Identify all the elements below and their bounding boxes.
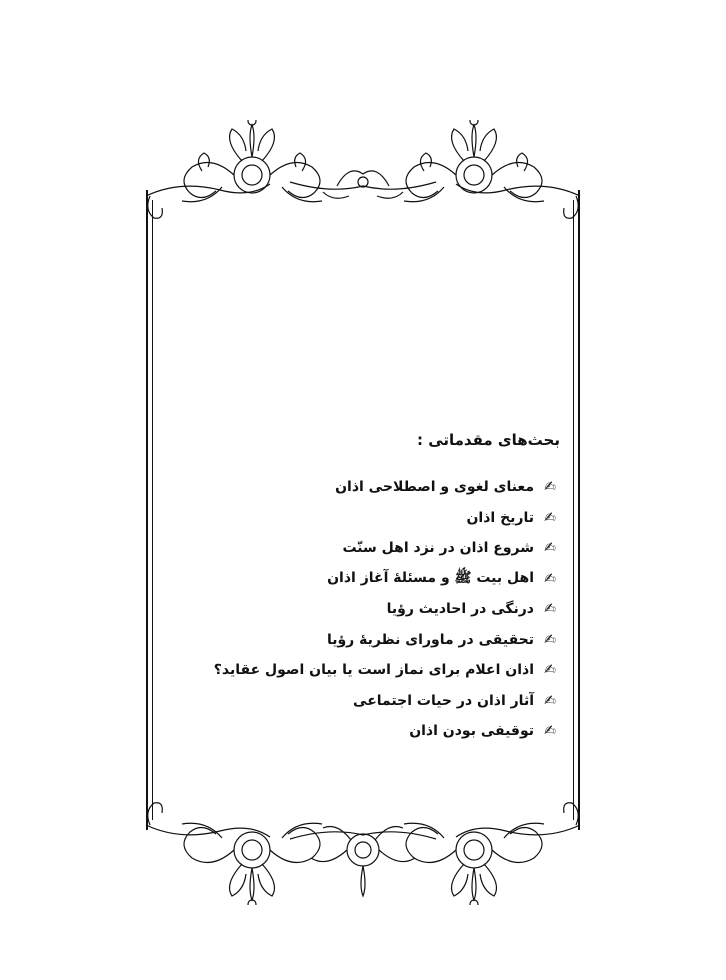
list-item-text: درنگی در احادیث رؤیا [386, 601, 534, 618]
writing-hand-icon: ✍ [544, 509, 556, 526]
writing-hand-icon: ✍ [544, 479, 556, 496]
list-item [160, 594, 560, 625]
list-item [160, 564, 560, 595]
preliminary-topics-section [160, 428, 560, 747]
writing-hand-icon: ✍ [544, 631, 556, 648]
writing-hand-icon: ✍ [544, 570, 556, 587]
list-item [160, 472, 560, 503]
topics-list [160, 472, 560, 747]
list-item [160, 533, 560, 564]
list-item-text: اذان اعلام برای نماز است یا بیان اصول عقاید؟ [213, 662, 534, 679]
writing-hand-icon: ✍ [544, 540, 556, 557]
bottom-ornamental-border [140, 795, 586, 905]
list-item [160, 655, 560, 686]
list-item-text: آثار اذان در حیات اجتماعی [353, 692, 534, 709]
list-item-text: معنای لغوی و اصطلاحی اذان [335, 479, 534, 496]
list-item-text: توقیفی بودن اذان [409, 723, 534, 740]
writing-hand-icon: ✍ [544, 662, 556, 679]
list-item [160, 716, 560, 747]
list-item-text: اهل بیت ﷺ و مسئلهٔ آغاز اذان [327, 569, 534, 586]
list-item [160, 503, 560, 534]
list-item-text: تاریخ اذان [466, 509, 534, 526]
list-item [160, 625, 560, 656]
section-heading: بحث‌های مقدماتی : [416, 431, 560, 449]
list-item [160, 686, 560, 717]
writing-hand-icon: ✍ [544, 723, 556, 740]
writing-hand-icon: ✍ [544, 692, 556, 709]
list-item-text: تحقیقی در ماورای نظریهٔ رؤیا [326, 631, 534, 648]
list-item-text: شروع اذان در نزد اهل سنّت [342, 540, 534, 557]
writing-hand-icon: ✍ [544, 601, 556, 618]
